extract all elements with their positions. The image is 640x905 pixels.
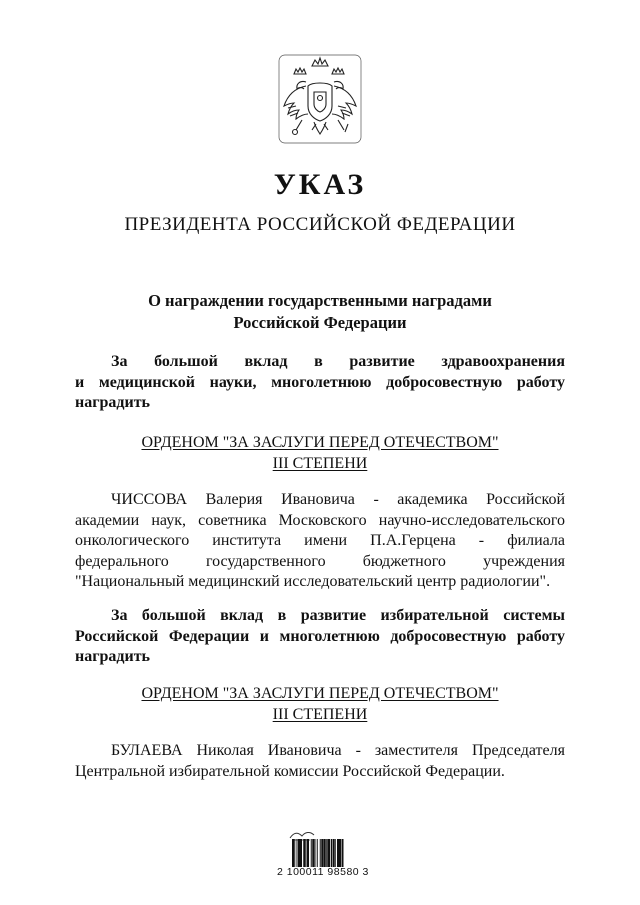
reason-line: Российской Федерации и многолетнюю добросовестную работу <box>75 627 565 645</box>
order-degree: III СТЕПЕНИ <box>272 705 368 723</box>
order-name: ОРДЕНОМ "ЗА ЗАСЛУГИ ПЕРЕД ОТЕЧЕСТВОМ" <box>141 685 499 702</box>
award-order-1 <box>0 433 640 474</box>
reason-line: За большой вклад в развитие избирательной системы <box>111 607 565 624</box>
russian-coat-of-arms-icon <box>276 52 364 146</box>
barcode-bar <box>312 839 314 867</box>
barcode-bar <box>335 839 336 867</box>
reason-line: наградить <box>75 394 151 411</box>
barcode-bar <box>315 839 316 867</box>
recipient-line: ЧИССОВА Валерия Ивановича - академика Российской <box>111 491 565 508</box>
recipient-line: Центральной избирательной комиссии Российской Федерации. <box>75 762 505 780</box>
topic-line: Российской Федерации <box>233 313 407 332</box>
order-degree: III СТЕПЕНИ <box>272 454 368 472</box>
recipient-line: БУЛАЕВА Николая Ивановича - заместителя Председателя <box>111 742 565 759</box>
barcode-bar <box>311 839 312 867</box>
barcode-bar <box>297 839 298 867</box>
recipient-line: академии наук, советника Московского научно-исследовательского <box>75 511 565 529</box>
barcode-icon <box>292 839 360 869</box>
decree-title: УКАЗ <box>273 168 367 201</box>
barcode-bar <box>340 839 341 867</box>
recipient-line: онкологического института имени П.А.Герцена - филиала <box>75 532 565 549</box>
award-reason-2 <box>75 606 565 668</box>
recipient-line: федерального государственного бюджетного учреждения <box>75 552 565 570</box>
barcode-bar <box>333 839 335 867</box>
order-name: ОРДЕНОМ "ЗА ЗАСЛУГИ ПЕРЕД ОТЕЧЕСТВОМ" <box>141 434 499 451</box>
topic-line: О награждении государственными наградами <box>148 291 492 310</box>
barcode-bar <box>298 839 301 867</box>
barcode-bar <box>326 839 327 867</box>
barcode-bar <box>321 839 323 867</box>
barcode-number: 2 100011 98580 3 <box>277 866 369 878</box>
barcode-bar <box>327 839 330 867</box>
decree-topic <box>0 290 640 334</box>
barcode-bar <box>324 839 326 867</box>
recipient-1 <box>75 490 565 593</box>
reason-line: За большой вклад в развитие здравоохранения <box>111 353 565 370</box>
reason-line: и медицинской науки, многолетнюю добросовестную работу <box>75 373 565 391</box>
barcode-bar <box>307 839 309 867</box>
barcode-bar <box>337 839 340 867</box>
reason-line: наградить <box>75 648 151 665</box>
barcode-bar <box>303 839 305 867</box>
barcode-bar <box>306 839 307 867</box>
barcode-bar <box>317 839 318 867</box>
award-order-2 <box>0 684 640 725</box>
barcode-bar <box>301 839 302 867</box>
barcode-bar <box>292 839 294 867</box>
barcode-bar <box>342 839 344 867</box>
recipient-line: "Национальный медицинский исследовательский центр радиологии". <box>75 573 551 590</box>
barcode-bar <box>320 839 321 867</box>
recipient-2 <box>75 741 565 782</box>
barcode-bar <box>294 839 295 867</box>
decree-subtitle: ПРЕЗИДЕНТА РОССИЙСКОЙ ФЕДЕРАЦИИ <box>124 214 516 235</box>
barcode-bar <box>331 839 332 867</box>
award-reason-1 <box>75 352 565 414</box>
